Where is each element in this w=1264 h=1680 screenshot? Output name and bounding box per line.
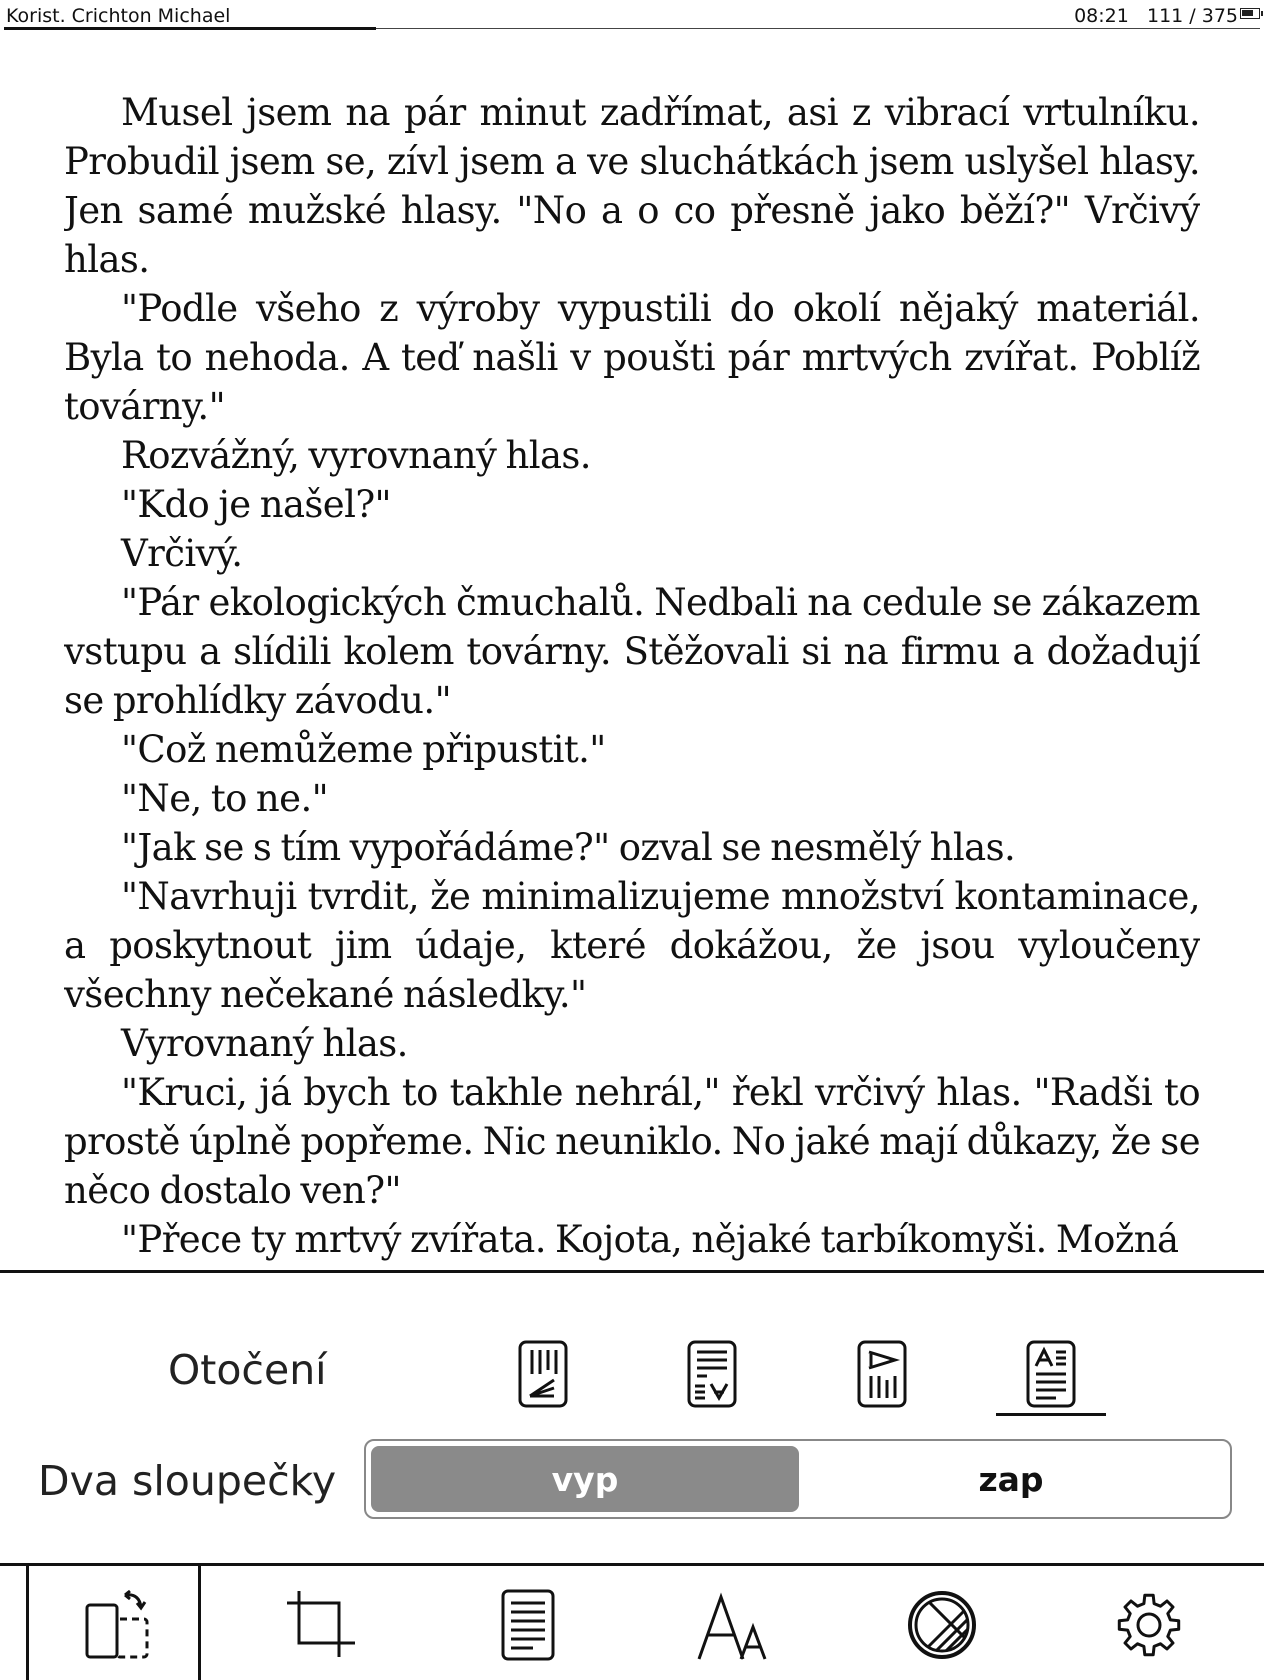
contrast-button[interactable]: [897, 1580, 987, 1670]
book-paragraph: "Přece ty mrtvý zvířata. Kojota, nějaké tarbíkomyši. Možná: [121, 1218, 1179, 1261]
toggle-off-option[interactable]: vyp: [371, 1446, 799, 1512]
rotate-upside-down-button[interactable]: [677, 1336, 747, 1412]
two-columns-label: Dva sloupečky: [38, 1457, 337, 1505]
rotate-upside-down-page-icon: [687, 1340, 737, 1408]
crop-icon: [281, 1585, 361, 1665]
status-bar: [0, 0, 1264, 30]
book-paragraph: "Kruci, já bych to takhle nehrál," řekl vrčivý hlas. "Radši to prostě úplně popřeme. Nic neuniklo. No jaké mají důkazy, že se něco dostalo ven?": [64, 1071, 1200, 1212]
toggle-on-option[interactable]: zap: [978, 1459, 1044, 1499]
book-page[interactable]: [64, 88, 1200, 1270]
battery-level: [1242, 10, 1253, 16]
time-and-page: [1074, 5, 1238, 27]
screen-rotation-icon: [77, 1585, 157, 1665]
book-paragraph: "Kdo je našel?": [121, 483, 391, 526]
book-title: Korist. Crichton Michael: [6, 5, 231, 27]
toolbar-separator: [26, 1563, 29, 1680]
settings-button[interactable]: [1104, 1580, 1194, 1670]
book-paragraph: Vyrovnaný hlas.: [121, 1022, 408, 1065]
toolbar-divider: [0, 1563, 1264, 1566]
book-paragraph: "Podle všeho z výroby vypustili do okolí nějaký materiál. Byla to nehoda. A teď našli v poušti pár mrtvých zvířat. Poblíž továrny.": [64, 287, 1200, 428]
book-paragraph: "Což nemůžeme připustit.": [121, 728, 606, 771]
portrait-page-icon: [1026, 1340, 1076, 1408]
settings-gear-icon: [1109, 1585, 1189, 1665]
page-indicator: 111 / 375: [1146, 5, 1238, 27]
rotate-left-button[interactable]: [508, 1336, 578, 1412]
battery-icon: [1240, 8, 1260, 19]
book-paragraph: "Navrhuji tvrdit, že minimalizujeme množství kontaminace, a poskytnout jim údaje, které dokážou, že jsou vyloučeny všechny nečekané následky.": [64, 875, 1200, 1016]
book-paragraph: "Pár ekologických čmuchalů. Nedbali na cedule se zákazem vstupu a slídili kolem továrny. Stěžovali si na firmu a dožadují se prohlídky závodu.": [64, 581, 1200, 722]
book-paragraph: "Ne, to ne.": [121, 777, 329, 820]
rotate-left-page-icon: [518, 1340, 568, 1408]
book-paragraph: "Jak se s tím vypořádáme?" ozval se nesmělý hlas.: [121, 826, 1016, 869]
book-paragraph: Musel jsem na pár minut zadřímat, asi z vibrací vrtulníku. Probudil jsem se, zívl jsem a ve sluchátkách jsem uslyšel hlasy. Jen samé mužské hlasy. "No a o co přesně jako běží?" Vrčivý hlas.: [64, 91, 1200, 281]
toolbar-separator: [198, 1563, 201, 1680]
two-columns-toggle[interactable]: [364, 1439, 1232, 1519]
portrait-orientation-button[interactable]: [1016, 1336, 1086, 1412]
panel-divider: [0, 1270, 1264, 1273]
page-layout-button[interactable]: [483, 1580, 573, 1670]
screen-rotation-button[interactable]: [72, 1580, 162, 1670]
reading-progress-bar: [4, 27, 376, 30]
book-text: [64, 88, 1200, 1264]
book-paragraph: Rozvážný, vyrovnaný hlas.: [121, 434, 591, 477]
rotate-right-page-icon: [857, 1340, 907, 1408]
rotation-label: Otočení: [168, 1346, 327, 1394]
rotate-right-button[interactable]: [847, 1336, 917, 1412]
contrast-icon: [902, 1585, 982, 1665]
crop-button[interactable]: [276, 1580, 366, 1670]
page-layout-icon: [488, 1585, 568, 1665]
font-size-icon: [695, 1585, 775, 1665]
book-paragraph: Vrčivý.: [121, 532, 243, 575]
clock-time: 08:21: [1074, 5, 1129, 27]
font-settings-button[interactable]: [690, 1580, 780, 1670]
